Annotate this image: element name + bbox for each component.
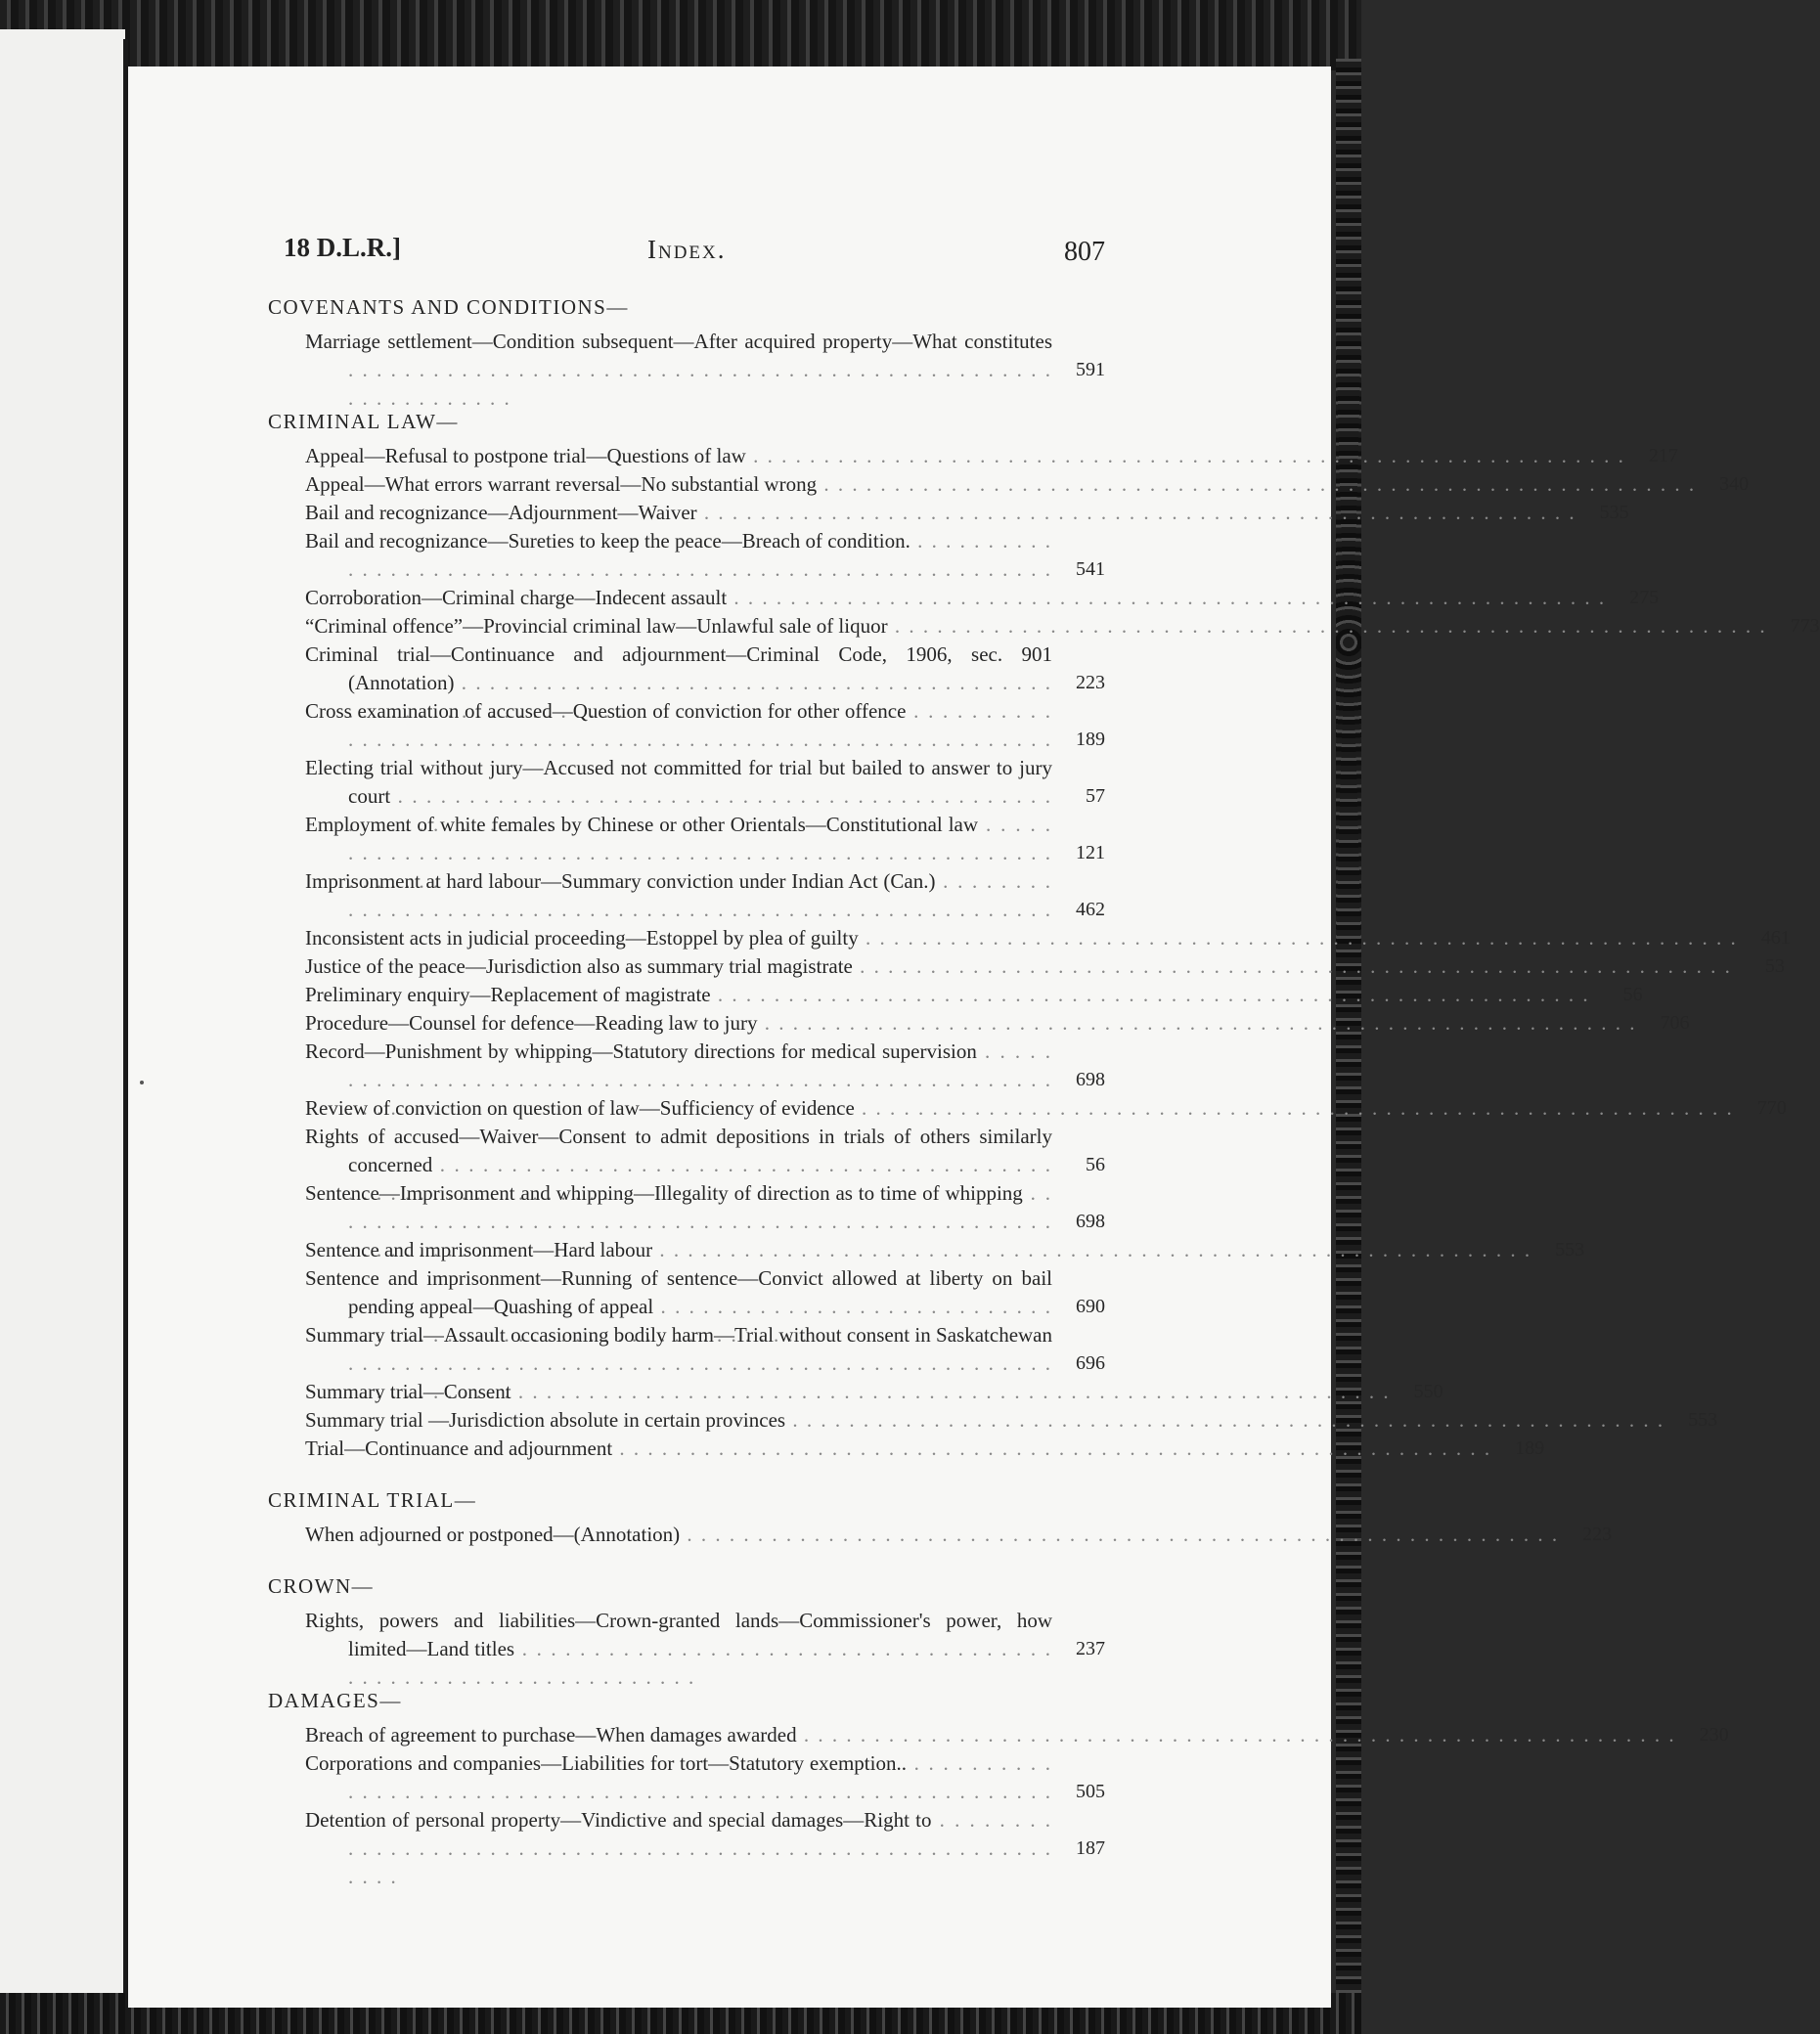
entry-page-reference: 770 <box>1756 1097 1787 1119</box>
entry-text: Rights, powers and liabilities—Crown-granted lands—Commissioner's power, how limited—Land titles . . . <box>348 1607 1052 1663</box>
index-entry <box>274 1038 1105 1094</box>
index-entry <box>274 1094 1787 1123</box>
entry-text: Review of conviction on question of law—Sufficiency of evidence . . . <box>348 1094 1734 1123</box>
entry-text: Procedure—Counsel for defence—Reading law to jury . . . <box>348 1009 1636 1038</box>
index-entry <box>274 924 1791 952</box>
index-entry <box>274 470 1750 499</box>
entry-page-reference: 535 <box>1599 502 1629 523</box>
index-entry <box>274 952 1785 981</box>
index-entry <box>274 1521 1613 1549</box>
scan-top-edge <box>0 0 1361 70</box>
index-entry <box>274 1123 1105 1179</box>
index-section <box>268 1689 1729 1863</box>
entry-text: Corroboration—Criminal charge—Indecent assault . . . <box>348 584 1606 612</box>
index-entry <box>274 442 1678 470</box>
index-entry <box>274 1806 1105 1863</box>
entry-text: Bail and recognizance—Sureties to keep the peace—Breach of condition. . . . <box>348 527 1052 584</box>
entry-page-reference: 505 <box>1076 1781 1105 1802</box>
entry-text: When adjourned or postponed—(Annotation) . . . <box>348 1521 1559 1549</box>
section-heading: CRIMINAL TRIAL— <box>268 1488 477 1512</box>
entry-text: Employment of white females by Chinese or other Orientals—Constitutional law . . . <box>348 811 1052 867</box>
entry-page-reference: 237 <box>1076 1638 1105 1659</box>
entry-page-reference: 57 <box>1086 785 1105 807</box>
entry-page-reference: 340 <box>1719 473 1750 495</box>
index-entry <box>274 1406 1718 1435</box>
index-entry <box>274 328 1105 384</box>
entry-text: Bail and recognizance—Adjournment—Waiver . . . <box>348 499 1576 527</box>
index-entry <box>274 1179 1105 1236</box>
entry-page-reference: 223 <box>1076 672 1105 693</box>
facing-page-strip <box>0 29 125 2005</box>
entry-page-reference: 187 <box>1076 1837 1105 1859</box>
index-entry <box>274 697 1105 754</box>
entry-page-reference: 462 <box>1076 899 1105 920</box>
running-title: Index. <box>647 235 727 264</box>
entry-text: Detention of personal property—Vindictive and special damages—Right to . . . <box>348 1806 1052 1863</box>
entry-page-reference: 189 <box>1076 729 1105 750</box>
entry-text: Inconsistent acts in judicial proceeding—Estoppel by plea of guilty . . . <box>348 924 1738 952</box>
index-entry <box>274 1378 1443 1406</box>
entry-page-reference: 223 <box>1582 1524 1613 1545</box>
entry-page-reference: 56 <box>1622 984 1643 1005</box>
entry-page-reference: 121 <box>1076 842 1105 863</box>
entry-page-reference: 230 <box>1699 1724 1729 1746</box>
entry-text: Summary trial—Assault occasioning bodily harm—Trial without consent in Saskatchewan . . . <box>348 1321 1052 1378</box>
entry-text: Summary trial—Consent . . . <box>348 1378 1391 1406</box>
entry-text: Criminal trial—Continuance and adjournment—Criminal Code, 1906, sec. 901 (Annotation) . . . <box>348 641 1052 697</box>
entry-text: Trial—Continuance and adjournment . . . <box>348 1435 1491 1463</box>
entry-text: Summary trial —Jurisdiction absolute in certain provinces . . . <box>348 1406 1665 1435</box>
ink-speck <box>140 1081 144 1084</box>
section-heading: CRIMINAL LAW— <box>268 410 459 433</box>
entry-text: Sentence—Imprisonment and whipping—Illegality of direction as to time of whipping . . . <box>348 1179 1052 1236</box>
index-entry <box>274 811 1105 867</box>
index-entry <box>274 1009 1690 1038</box>
entry-page-reference: 698 <box>1076 1211 1105 1232</box>
index-entry <box>274 527 1105 584</box>
volume-reference: 18 D.L.R.] <box>284 233 401 262</box>
entry-page-reference: 591 <box>1076 359 1105 380</box>
index-entry <box>274 981 1643 1009</box>
section-heading: COVENANTS AND CONDITIONS— <box>268 295 629 319</box>
index-entry <box>274 1435 1545 1463</box>
entry-page-reference: 53 <box>1764 955 1785 977</box>
index-entry <box>274 867 1105 924</box>
entry-page-reference: 696 <box>1076 1352 1105 1374</box>
entry-text: Electing trial without jury—Accused not committed for trial but bailed to answer to jury court . . . <box>348 754 1052 811</box>
entry-text: Imprisonment at hard labour—Summary conviction under Indian Act (Can.) . . . <box>348 867 1052 924</box>
index-entry <box>274 1749 1105 1806</box>
entry-text: Rights of accused—Waiver—Consent to admit depositions in trials of others similarly concerned . . . <box>348 1123 1052 1179</box>
index-entry <box>274 499 1629 527</box>
entry-text: Corporations and companies—Liabilities for tort—Statutory exemption.. . . . <box>348 1749 1052 1806</box>
entry-text: Record—Punishment by whipping—Statutory directions for medical supervision . . . <box>348 1038 1052 1094</box>
index-section <box>268 295 1105 384</box>
index-section <box>268 410 1820 1463</box>
entry-text: Marriage settlement—Condition subsequent—After acquired property—What constitutes . . . <box>348 328 1052 384</box>
entry-page-reference: 773 <box>1790 615 1820 637</box>
index-content <box>268 295 1820 1888</box>
index-section <box>268 1574 1105 1663</box>
entry-text: Justice of the peace—Jurisdiction also as summary trial magistrate . . . <box>348 952 1732 981</box>
entry-page-reference: 553 <box>1688 1409 1718 1431</box>
index-entry <box>274 612 1820 641</box>
entry-page-reference: 541 <box>1076 558 1105 580</box>
index-entry <box>274 584 1660 612</box>
entry-text: Breach of agreement to purchase—When damages awarded . . . <box>348 1721 1676 1749</box>
index-entry <box>274 754 1105 811</box>
entry-text: Appeal—What errors warrant reversal—No substantial wrong . . . <box>348 470 1696 499</box>
section-heading: CROWN— <box>268 1574 375 1598</box>
index-entry <box>274 641 1105 697</box>
entry-text: Sentence and imprisonment—Running of sentence—Convict allowed at liberty on bail pending appeal—Quashing of appeal . . . <box>348 1264 1052 1321</box>
entry-page-reference: 217 <box>1648 445 1678 466</box>
index-entry <box>274 1607 1105 1663</box>
index-entry <box>274 1264 1105 1321</box>
entry-page-reference: 706 <box>1660 1012 1690 1034</box>
entry-page-reference: 550 <box>1413 1381 1443 1402</box>
entry-text: Cross examination of accused—Question of conviction for other offence . . . <box>348 697 1052 754</box>
entry-page-reference: 553 <box>1555 1239 1585 1260</box>
entry-text: Sentence and imprisonment—Hard labour . . . <box>348 1236 1531 1264</box>
index-entry <box>274 1321 1105 1378</box>
entry-text: Preliminary enquiry—Replacement of magistrate . . . <box>348 981 1590 1009</box>
entry-page-reference: 461 <box>1760 927 1791 949</box>
entry-page-reference: 698 <box>1076 1069 1105 1090</box>
entry-page-reference: 690 <box>1076 1296 1105 1317</box>
page-number: 807 <box>1064 237 1105 267</box>
entry-page-reference: 56 <box>1086 1154 1105 1175</box>
index-entry <box>274 1721 1729 1749</box>
entry-page-reference: 189 <box>1515 1437 1545 1459</box>
index-entry <box>274 1236 1585 1264</box>
section-heading: DAMAGES— <box>268 1689 402 1712</box>
running-header <box>284 233 1105 272</box>
entry-page-reference: 275 <box>1629 587 1660 608</box>
index-section <box>268 1488 1613 1549</box>
entry-text: “Criminal offence”—Provincial criminal law—Unlawful sale of liquor . . . <box>348 612 1767 641</box>
entry-text: Appeal—Refusal to postpone trial—Questions of law . . . <box>348 442 1625 470</box>
